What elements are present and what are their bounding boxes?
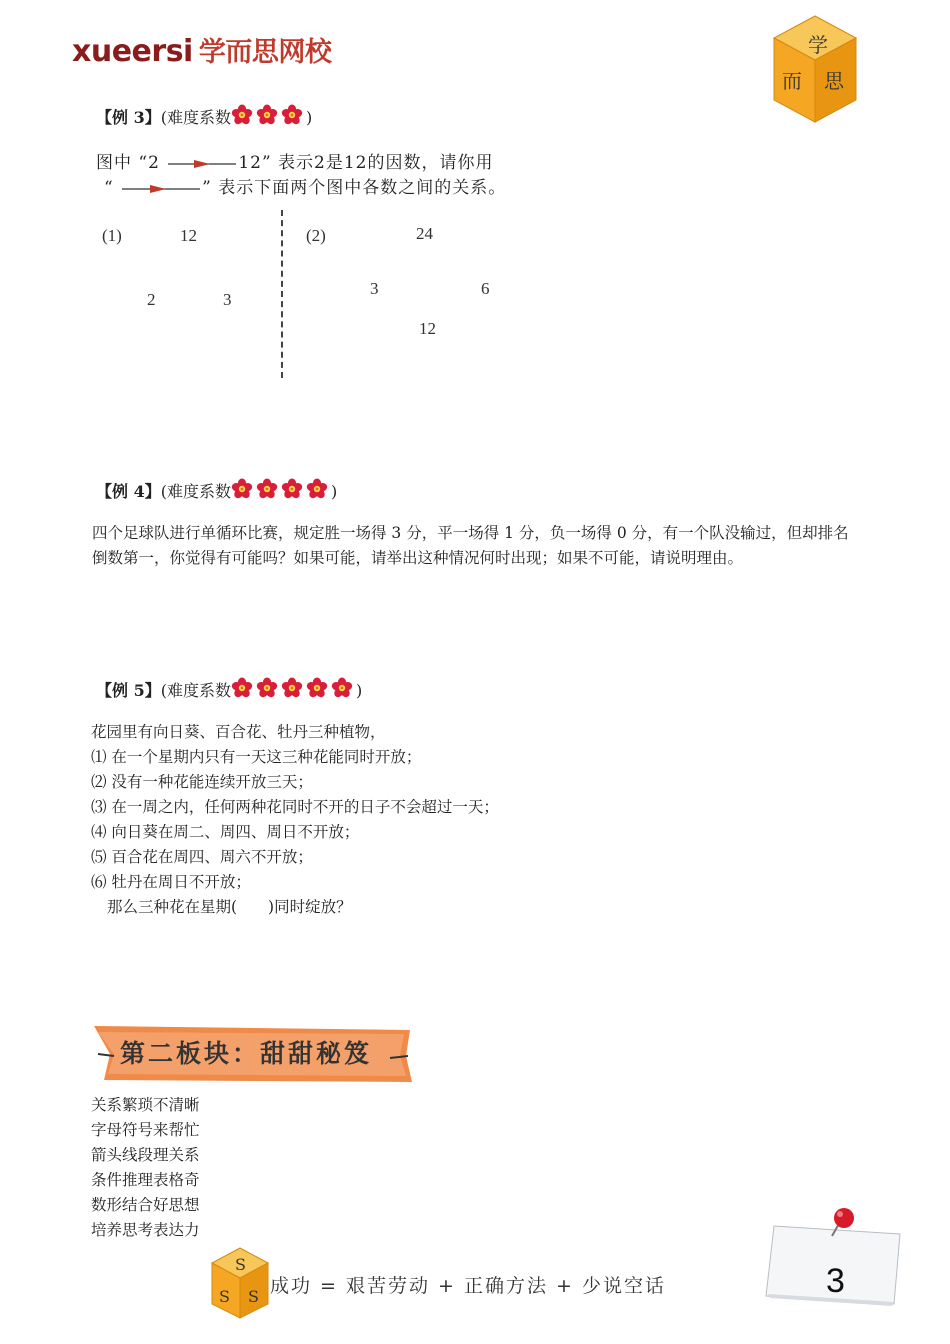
tips-list <box>91 1093 200 1243</box>
footer-motto: 成功 = 艰苦劳动 + 正确方法 + 少说空话 <box>270 1275 666 1297</box>
flower-icon <box>306 478 328 500</box>
example5-heading <box>96 677 362 701</box>
condition-item: ⑸ 百合花在周四、周六不开放； <box>91 848 313 866</box>
example5-label: 【例 5】 <box>96 681 161 700</box>
tip-line: 数形结合好思想 <box>91 1196 200 1214</box>
tip-line: 条件推理表格奇 <box>91 1171 200 1189</box>
condition-item: ⑶ 在一周之内，任何两种花同时不开的日子不会超过一天； <box>91 798 499 816</box>
example3-line2-b: ” 表示下面两个图中各数之间的关系。 <box>202 178 507 198</box>
example5-difficulty-suffix: ) <box>355 681 363 700</box>
example3-line1-a: 图中 “2 <box>96 153 160 173</box>
example3-heading <box>96 104 312 128</box>
sss-char-2: S <box>219 1287 230 1306</box>
arrow-icon <box>120 182 202 196</box>
cube-char-1: 学 <box>808 33 828 57</box>
flower-icon <box>256 478 278 500</box>
flower-icon <box>256 104 278 126</box>
flower-icon <box>281 677 303 699</box>
arrow-icon <box>166 157 238 171</box>
part1-top-number: 12 <box>180 226 197 245</box>
tip-line: 字母符号来帮忙 <box>91 1121 200 1139</box>
flower-icon <box>281 104 303 126</box>
condition-item: ⑷ 向日葵在周二、周四、周日不开放； <box>91 823 360 841</box>
flower-icon <box>306 677 328 699</box>
sss-cube-icon <box>210 1246 270 1320</box>
flower-icon <box>256 677 278 699</box>
cube-char-3: 思 <box>824 69 844 93</box>
example4-text <box>92 521 872 571</box>
example3-line1-b: 12” 表示2是12的因数，请你用 <box>238 153 494 173</box>
flower-icon <box>231 478 253 500</box>
example3-difficulty-stars <box>231 108 306 127</box>
condition-item: ⑹ 牡丹在周日不开放； <box>91 873 251 891</box>
tip-line: 箭头线段理关系 <box>91 1146 200 1164</box>
example5-difficulty-stars <box>231 681 356 700</box>
xueersi-cube-icon <box>772 14 858 124</box>
condition-item: ⑵ 没有一种花能连续开放三天； <box>91 773 313 791</box>
part1-left-number: 2 <box>147 290 156 309</box>
example3-line1 <box>96 148 494 173</box>
example4-difficulty-suffix: ) <box>330 482 338 501</box>
example5-intro: 花园里有向日葵、百合花、牡丹三种植物， <box>91 723 386 741</box>
flower-icon <box>231 104 253 126</box>
sss-char-3: S <box>248 1287 259 1306</box>
brand-logo <box>72 30 331 69</box>
example4-heading <box>96 478 337 502</box>
example5-body <box>91 720 791 920</box>
tip-line: 关系繁琐不清晰 <box>91 1096 200 1114</box>
flower-icon <box>281 478 303 500</box>
example3-label: 【例 3】 <box>96 108 161 127</box>
pushpin-icon <box>826 1206 860 1240</box>
part1-right-number: 3 <box>223 290 232 309</box>
part2-top-number: 24 <box>416 224 433 243</box>
logo-cn: 学而思网校 <box>198 37 332 68</box>
example3-line2 <box>104 173 506 198</box>
example4-label: 【例 4】 <box>96 482 161 501</box>
section-banner-title: 第二板块：甜甜秘笈 <box>120 1039 373 1068</box>
cube-char-2: 而 <box>782 69 802 93</box>
example3-difficulty-prefix: (难度系数 <box>160 108 231 127</box>
example4-line1: 四个足球队进行单循环比赛，规定胜一场得 3 分，平一场得 1 分，负一场得 0 分，有一个队没输过，但却排名 <box>92 524 849 542</box>
part2-bottom-number: 12 <box>419 319 436 338</box>
part2-right-number: 6 <box>481 279 490 298</box>
part2-left-number: 3 <box>370 279 379 298</box>
example5-difficulty-prefix: (难度系数 <box>160 681 231 700</box>
example3-difficulty-suffix: ) <box>305 108 313 127</box>
logo-en: xueersi <box>72 34 193 69</box>
divider <box>281 210 283 378</box>
example4-difficulty-prefix: (难度系数 <box>160 482 231 501</box>
flower-icon <box>331 677 353 699</box>
example4-difficulty-stars <box>231 482 331 501</box>
part1-label: (1) <box>102 226 122 245</box>
page-number: 3 <box>826 1262 845 1300</box>
condition-item: ⑴ 在一个星期内只有一天这三种花能同时开放； <box>91 748 422 766</box>
example5-question: 那么三种花在星期( )同时绽放？ <box>107 898 352 916</box>
flower-icon <box>231 677 253 699</box>
sss-char-1: S <box>235 1255 246 1274</box>
tip-line: 培养思考表达力 <box>91 1221 200 1239</box>
example4-line2: 倒数第一，你觉得有可能吗？如果可能，请举出这种情况何时出现；如果不可能，请说明理由。 <box>92 549 744 567</box>
example3-line2-a: “ <box>104 178 114 198</box>
part2-label: (2) <box>306 226 326 245</box>
